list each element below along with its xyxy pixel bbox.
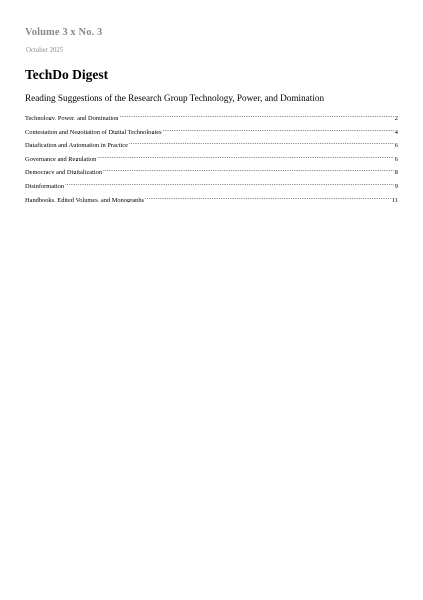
table-of-contents xyxy=(25,112,398,202)
toc-entry-page: 4 xyxy=(394,128,398,134)
document-title: TechDo Digest xyxy=(25,67,109,82)
toc-entry-label: Datafication and Automation in Practice xyxy=(25,142,128,148)
toc-leader-dots xyxy=(97,153,393,161)
toc-entry-label: Technology, Power, and Domination xyxy=(25,115,119,120)
toc-entry-contestation-negotiation[interactable] xyxy=(25,126,398,134)
toc-leader-dots xyxy=(65,180,394,188)
toc-entry-democracy-digitalization[interactable] xyxy=(25,166,398,174)
toc-entry-page: 6 xyxy=(394,155,398,161)
toc-entry-page: 11 xyxy=(391,196,398,202)
toc-leader-dots xyxy=(129,139,394,147)
toc-entry-label: Disinformation xyxy=(25,182,65,188)
toc-entry-label: Governance and Regulation xyxy=(25,155,97,161)
toc-entry-label: Democracy and Digitalization xyxy=(25,169,103,175)
toc-entry-page: 9 xyxy=(394,182,398,188)
issue-date: October 2025 xyxy=(26,47,64,54)
toc-entry-handbooks-volumes-monographs[interactable] xyxy=(25,194,398,202)
toc-entry-page: 2 xyxy=(394,115,398,120)
toc-entry-page: 8 xyxy=(394,169,398,175)
toc-entry-datafication-automation[interactable] xyxy=(25,139,398,147)
document-subtitle: Reading Suggestions of the Research Group Technology, Power, and Domination xyxy=(25,93,325,103)
toc-entry-page: 6 xyxy=(394,142,398,148)
toc-leader-dots xyxy=(119,112,393,120)
toc-entry-label: Contestation and Negotiation of Digital Technologies xyxy=(25,128,162,134)
toc-entry-technology-power-domination[interactable] xyxy=(25,112,398,120)
volume-number: Volume 3 x No. 3 xyxy=(25,27,103,38)
toc-entry-governance-regulation[interactable] xyxy=(25,153,398,161)
toc-leader-dots xyxy=(103,166,394,174)
toc-leader-dots xyxy=(145,194,391,202)
toc-entry-label: Handbooks, Edited Volumes, and Monographs xyxy=(25,196,145,202)
toc-entry-disinformation[interactable] xyxy=(25,180,398,188)
toc-leader-dots xyxy=(163,126,394,134)
